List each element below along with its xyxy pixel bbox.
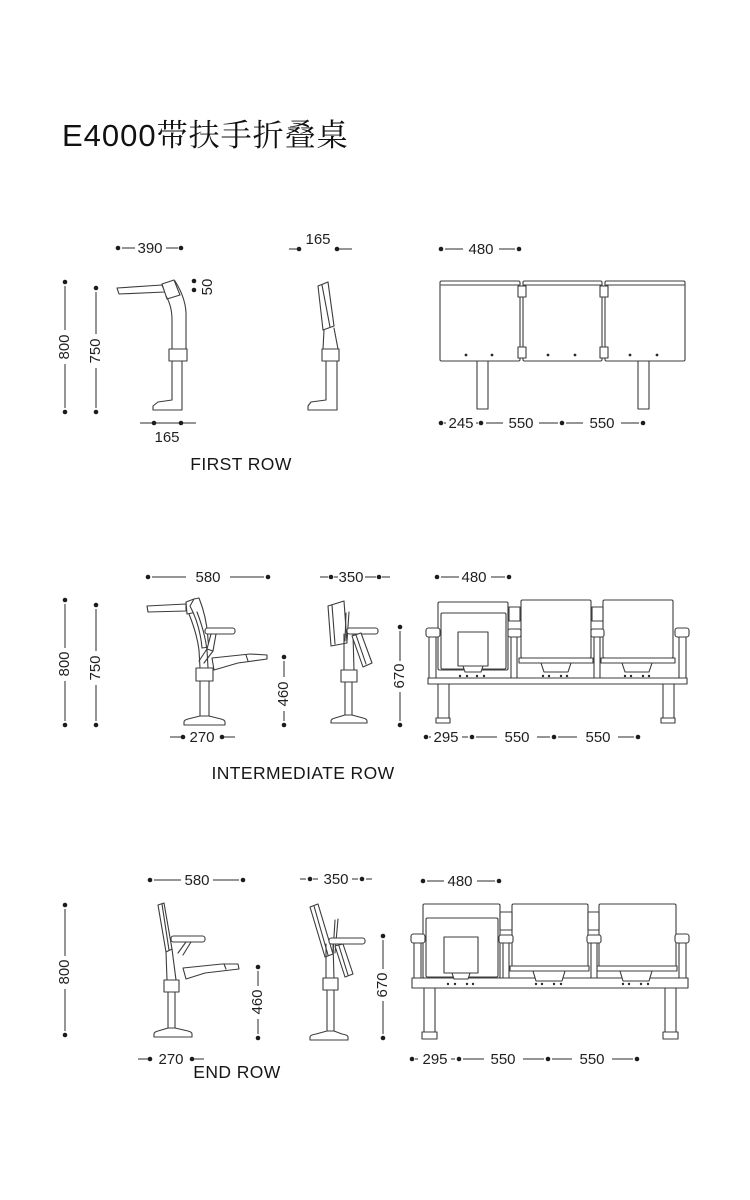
end-side-dim-460 (249, 965, 266, 1041)
end-side-drawing (154, 903, 239, 1037)
dim-text: 165 (305, 231, 331, 248)
first-side-dim-390 (116, 240, 184, 257)
dim-text: 165 (154, 429, 180, 446)
first-front-bottom-dims (439, 415, 646, 432)
dim-text: 800 (56, 334, 73, 360)
end-front-bottom-dims (410, 1051, 640, 1068)
dim-text: 460 (275, 681, 292, 707)
dim-text: 750 (87, 655, 104, 681)
first-folded-drawing (308, 282, 339, 410)
mid-front-bottom-dims (424, 729, 641, 746)
end-front-dim-480 (421, 873, 502, 890)
product-title: E4000带扶手折叠桌 (62, 118, 349, 153)
end-folded-dim-670 (374, 934, 391, 1041)
dim-text: 295 (422, 1051, 448, 1068)
dim-text: 550 (490, 1051, 516, 1068)
end-front-drawing (411, 904, 689, 1039)
mid-folded-dim-350 (320, 569, 390, 586)
first-side-dim-800 (56, 280, 73, 415)
dim-text: 350 (323, 871, 349, 888)
dim-text: 800 (56, 651, 73, 677)
intermediate-row-figure (56, 569, 689, 783)
dim-text: 550 (504, 729, 530, 746)
dim-text: 480 (447, 873, 473, 890)
end-side-dim-580 (148, 872, 246, 889)
first-row-label: FIRST ROW (190, 454, 292, 474)
mid-side-dim-580 (146, 569, 271, 586)
first-side-dim-165 (140, 421, 196, 446)
first-side-dim-50 (192, 279, 216, 296)
dim-text: 390 (137, 240, 163, 257)
mid-side-dim-460 (275, 655, 292, 728)
mid-folded-drawing (328, 601, 378, 723)
dim-text: 670 (391, 663, 408, 689)
first-side-dim-750 (87, 286, 104, 415)
mid-folded-dim-670 (391, 625, 408, 728)
end-side-dim-800 (56, 903, 73, 1038)
mid-front-dim-480 (435, 569, 512, 586)
dim-text: 550 (589, 415, 615, 432)
mid-front-drawing (426, 600, 689, 723)
dim-text: 550 (585, 729, 611, 746)
mid-side-drawing (147, 598, 267, 725)
dim-text: 800 (56, 959, 73, 985)
dim-text: 580 (184, 872, 210, 889)
first-row-figure (56, 231, 685, 474)
first-folded-dim-165 (289, 231, 352, 251)
end-row-figure (56, 871, 689, 1082)
dim-text: 480 (461, 569, 487, 586)
dim-text: 480 (468, 241, 494, 258)
dim-text: 550 (508, 415, 534, 432)
dim-text: 550 (579, 1051, 605, 1068)
dim-text: 270 (189, 729, 215, 746)
dim-text: 295 (433, 729, 459, 746)
end-row-label: END ROW (193, 1062, 281, 1082)
first-front-dim-480 (439, 241, 522, 258)
first-front-drawing (440, 281, 685, 409)
dim-text: 270 (158, 1051, 184, 1068)
mid-side-dim-270 (170, 729, 235, 746)
dim-text: 750 (87, 338, 104, 364)
dim-text: 670 (374, 972, 391, 998)
mid-side-dim-800 (56, 598, 73, 728)
mid-side-dim-750 (87, 603, 104, 728)
end-folded-drawing (310, 904, 365, 1040)
dim-text: 245 (448, 415, 474, 432)
intermediate-row-label: INTERMEDIATE ROW (211, 763, 395, 783)
end-folded-dim-350 (300, 871, 372, 888)
dim-text: 580 (195, 569, 221, 586)
dim-text: 50 (199, 278, 216, 296)
dim-text: 350 (338, 569, 364, 586)
dim-text: 460 (249, 989, 266, 1015)
first-side-drawing (117, 280, 187, 410)
